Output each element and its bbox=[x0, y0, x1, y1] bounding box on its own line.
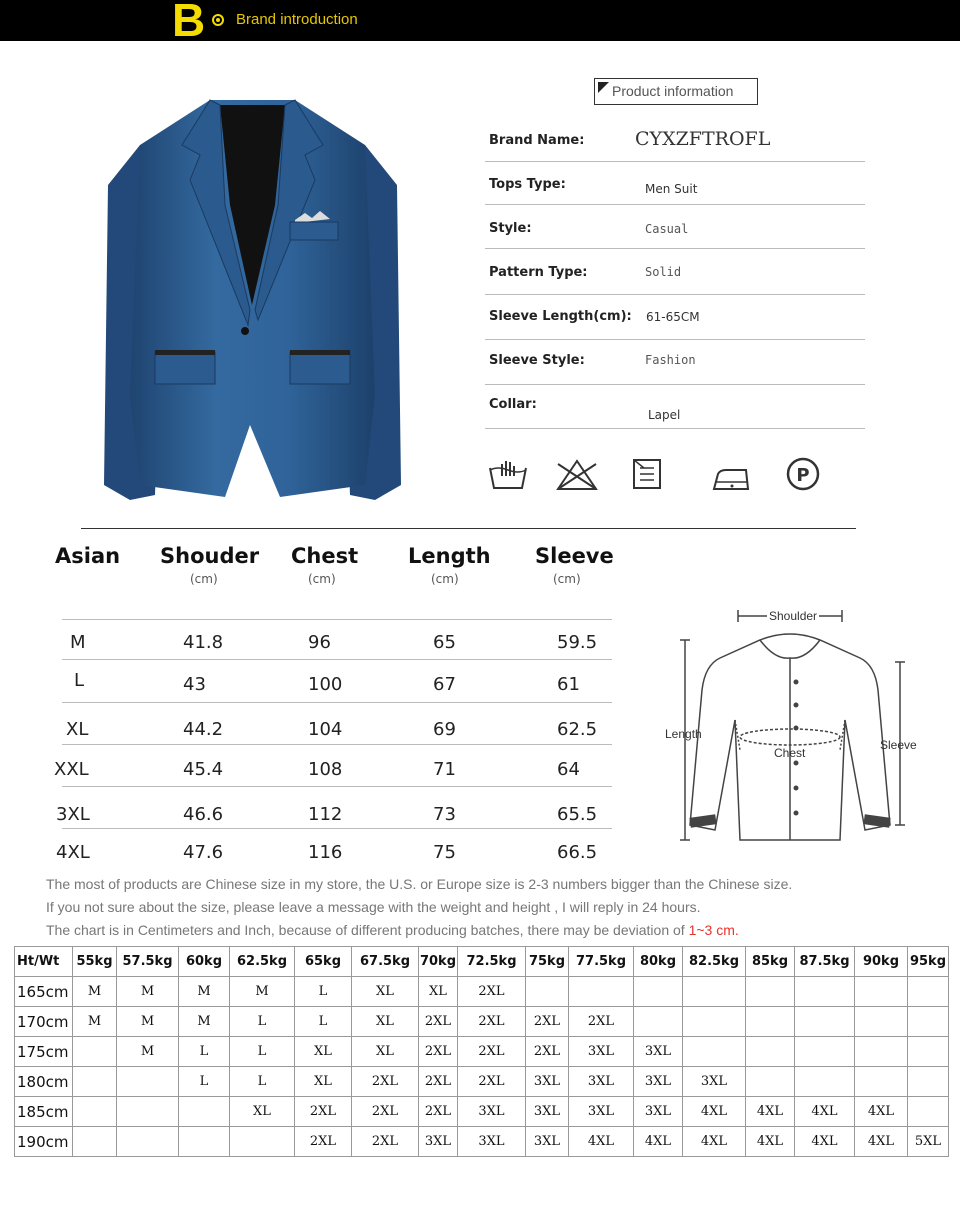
fit-size-cell: 3XL bbox=[458, 1127, 526, 1157]
fit-size-cell: 5XL bbox=[908, 1127, 949, 1157]
height-label: 170cm bbox=[15, 1007, 73, 1037]
size-cell: 73 bbox=[433, 804, 456, 825]
size-cell: 75 bbox=[433, 842, 456, 863]
fit-size-cell: L bbox=[295, 977, 352, 1007]
attr-label: Style: bbox=[489, 221, 532, 236]
fit-size-cell bbox=[746, 1007, 795, 1037]
fit-size-cell bbox=[73, 1097, 117, 1127]
weight-header: 72.5kg bbox=[458, 947, 526, 977]
attr-row-pattern bbox=[485, 249, 865, 295]
weight-header: 82.5kg bbox=[683, 947, 746, 977]
fit-grid-row bbox=[15, 1127, 949, 1157]
fit-grid-row bbox=[15, 1037, 949, 1067]
diagram-label-chest: Chest bbox=[774, 746, 806, 760]
fit-size-cell: 3XL bbox=[526, 1067, 569, 1097]
product-info-badge bbox=[594, 78, 758, 105]
svg-text:P: P bbox=[796, 465, 810, 486]
fit-size-cell bbox=[634, 1007, 683, 1037]
jacket-image bbox=[100, 95, 405, 505]
attr-value: 61-65CM bbox=[646, 310, 700, 324]
size-cell: L bbox=[74, 670, 85, 691]
fit-size-cell: 2XL bbox=[526, 1037, 569, 1067]
size-cell: 71 bbox=[433, 759, 456, 780]
fit-size-cell: M bbox=[230, 977, 295, 1007]
note-line-3-text: The chart is in Centimeters and Inch, because of different producing batches, there may be deviation of bbox=[46, 922, 689, 938]
header-letter: B bbox=[172, 0, 206, 46]
fit-size-cell: 4XL bbox=[746, 1097, 795, 1127]
attr-row-brand bbox=[485, 118, 865, 162]
attr-row-sleeve-style bbox=[485, 340, 865, 385]
attr-value: Solid bbox=[645, 265, 682, 279]
size-header-length: Length bbox=[408, 544, 491, 568]
fit-size-cell: M bbox=[117, 1007, 179, 1037]
fit-size-cell: 4XL bbox=[569, 1127, 634, 1157]
weight-header: 85kg bbox=[746, 947, 795, 977]
fit-size-cell: M bbox=[117, 977, 179, 1007]
attr-row-style bbox=[485, 205, 865, 249]
fit-size-cell: XL bbox=[230, 1097, 295, 1127]
size-header-chest: Chest bbox=[291, 544, 359, 568]
fit-size-cell bbox=[683, 1037, 746, 1067]
size-cell: M bbox=[70, 632, 86, 653]
weight-header: 95kg bbox=[908, 947, 949, 977]
fit-grid-corner: Ht/Wt bbox=[15, 947, 73, 977]
fit-size-cell bbox=[908, 1037, 949, 1067]
fit-size-cell: 3XL bbox=[526, 1127, 569, 1157]
size-cell: 41.8 bbox=[183, 632, 224, 653]
attr-label: Collar: bbox=[489, 397, 537, 412]
size-cell: 112 bbox=[308, 804, 343, 825]
fit-size-cell: 3XL bbox=[683, 1067, 746, 1097]
attr-label: Tops Type: bbox=[489, 177, 566, 192]
size-unit: (cm) bbox=[190, 572, 218, 586]
attr-value: Lapel bbox=[648, 408, 681, 422]
fit-size-cell bbox=[908, 1007, 949, 1037]
fit-size-cell: 3XL bbox=[634, 1067, 683, 1097]
fit-size-cell bbox=[683, 977, 746, 1007]
fit-size-cell: 3XL bbox=[569, 1037, 634, 1067]
fit-size-cell: 4XL bbox=[683, 1097, 746, 1127]
fit-size-cell bbox=[683, 1007, 746, 1037]
product-info-badge-label: Product information bbox=[612, 83, 734, 99]
dry-flat-icon bbox=[634, 460, 660, 488]
fit-size-cell bbox=[569, 977, 634, 1007]
fit-size-cell: XL bbox=[352, 977, 419, 1007]
size-row-line bbox=[62, 828, 612, 829]
fit-grid-header bbox=[15, 947, 949, 977]
weight-header: 55kg bbox=[73, 947, 117, 977]
dry-clean-p-icon bbox=[788, 459, 818, 489]
fit-size-cell bbox=[117, 1127, 179, 1157]
size-header-asian: Asian bbox=[55, 544, 121, 568]
fit-size-cell: 2XL bbox=[458, 977, 526, 1007]
fit-size-cell bbox=[179, 1127, 230, 1157]
fit-size-cell: 4XL bbox=[683, 1127, 746, 1157]
fit-size-cell bbox=[855, 1067, 908, 1097]
fit-size-cell bbox=[117, 1067, 179, 1097]
header-bar bbox=[0, 0, 960, 46]
height-label: 180cm bbox=[15, 1067, 73, 1097]
attr-row-collar bbox=[485, 385, 865, 429]
note-line-3 bbox=[46, 922, 739, 938]
fit-size-cell bbox=[795, 1037, 855, 1067]
size-cell: 64 bbox=[557, 759, 580, 780]
attr-row-tops-type bbox=[485, 162, 865, 205]
size-cell: 61 bbox=[557, 674, 580, 695]
corner-triangle-icon bbox=[598, 82, 609, 93]
fit-size-cell: 2XL bbox=[352, 1067, 419, 1097]
fit-size-cell bbox=[746, 1067, 795, 1097]
fit-size-cell: 3XL bbox=[419, 1127, 458, 1157]
size-cell: 116 bbox=[308, 842, 343, 863]
height-label: 190cm bbox=[15, 1127, 73, 1157]
section-divider bbox=[81, 528, 856, 529]
fit-size-cell: XL bbox=[295, 1067, 352, 1097]
fit-grid-row bbox=[15, 977, 949, 1007]
fit-size-cell: 3XL bbox=[569, 1067, 634, 1097]
fit-grid bbox=[14, 946, 949, 1157]
fit-size-cell: 2XL bbox=[458, 1007, 526, 1037]
size-cell: 45.4 bbox=[183, 759, 224, 780]
play-circle-icon bbox=[212, 14, 224, 26]
size-cell: 104 bbox=[308, 719, 343, 740]
fit-size-cell: L bbox=[230, 1007, 295, 1037]
fit-size-cell: 4XL bbox=[634, 1127, 683, 1157]
size-row-line bbox=[62, 744, 612, 745]
fit-size-cell: M bbox=[117, 1037, 179, 1067]
fit-size-cell: M bbox=[179, 977, 230, 1007]
weight-header: 65kg bbox=[295, 947, 352, 977]
fit-size-cell bbox=[795, 1007, 855, 1037]
size-row-line bbox=[62, 659, 612, 660]
fit-size-cell: 2XL bbox=[419, 1067, 458, 1097]
fit-size-cell bbox=[746, 1037, 795, 1067]
fit-size-cell: 4XL bbox=[795, 1127, 855, 1157]
fit-size-cell: 2XL bbox=[458, 1037, 526, 1067]
size-cell: 4XL bbox=[56, 842, 90, 863]
fit-size-cell bbox=[908, 1067, 949, 1097]
fit-size-cell: L bbox=[179, 1037, 230, 1067]
fit-size-cell: 2XL bbox=[419, 1007, 458, 1037]
fit-size-cell: 2XL bbox=[419, 1097, 458, 1127]
fit-size-cell: 2XL bbox=[295, 1127, 352, 1157]
fit-size-cell: M bbox=[179, 1007, 230, 1037]
header-title: Brand introduction bbox=[236, 11, 358, 28]
fit-size-cell: 2XL bbox=[352, 1127, 419, 1157]
weight-header: 57.5kg bbox=[117, 947, 179, 977]
fit-size-cell: 3XL bbox=[526, 1097, 569, 1127]
fit-size-cell: 2XL bbox=[295, 1097, 352, 1127]
size-cell: 43 bbox=[183, 674, 206, 695]
fit-size-cell: XL bbox=[352, 1007, 419, 1037]
weight-header: 75kg bbox=[526, 947, 569, 977]
size-unit: (cm) bbox=[308, 572, 336, 586]
height-label: 175cm bbox=[15, 1037, 73, 1067]
size-cell: 62.5 bbox=[557, 719, 598, 740]
fit-size-cell bbox=[908, 977, 949, 1007]
hand-wash-icon bbox=[490, 461, 526, 488]
size-row-line bbox=[62, 702, 612, 703]
attr-value: CYXZFTROFL bbox=[635, 128, 771, 150]
weight-header: 90kg bbox=[855, 947, 908, 977]
weight-header: 70kg bbox=[419, 947, 458, 977]
fit-size-cell bbox=[855, 1007, 908, 1037]
fit-size-cell bbox=[634, 977, 683, 1007]
fit-size-cell bbox=[908, 1097, 949, 1127]
fit-size-cell: 2XL bbox=[458, 1067, 526, 1097]
weight-header: 80kg bbox=[634, 947, 683, 977]
note-line-1: The most of products are Chinese size in my store, the U.S. or Europe size is 2-3 numbers bigger than the Chinese size. bbox=[46, 876, 793, 892]
iron-icon bbox=[714, 470, 748, 489]
fit-grid-row bbox=[15, 1007, 949, 1037]
note-deviation: 1~3 cm. bbox=[688, 922, 739, 938]
fit-size-cell: 3XL bbox=[458, 1097, 526, 1127]
size-unit: (cm) bbox=[553, 572, 581, 586]
fit-grid-row bbox=[15, 1067, 949, 1097]
weight-header: 60kg bbox=[179, 947, 230, 977]
measurement-diagram bbox=[660, 600, 920, 850]
fit-size-cell: M bbox=[73, 977, 117, 1007]
fit-size-cell bbox=[73, 1067, 117, 1097]
size-cell: 3XL bbox=[56, 804, 90, 825]
height-label: 185cm bbox=[15, 1097, 73, 1127]
weight-header: 87.5kg bbox=[795, 947, 855, 977]
size-cell: 66.5 bbox=[557, 842, 598, 863]
size-cell: 69 bbox=[433, 719, 456, 740]
size-cell: 65.5 bbox=[557, 804, 598, 825]
weight-header: 67.5kg bbox=[352, 947, 419, 977]
fit-size-cell bbox=[117, 1097, 179, 1127]
fit-size-cell bbox=[855, 1037, 908, 1067]
fit-size-cell: M bbox=[73, 1007, 117, 1037]
fit-size-cell: 4XL bbox=[855, 1127, 908, 1157]
fit-size-cell: 2XL bbox=[526, 1007, 569, 1037]
attr-label: Brand Name: bbox=[489, 133, 585, 148]
attr-label: Pattern Type: bbox=[489, 265, 588, 280]
diagram-label-sleeve: Sleeve bbox=[880, 738, 917, 752]
size-header-sleeve: Sleeve bbox=[535, 544, 614, 568]
no-bleach-icon bbox=[558, 461, 596, 489]
fit-size-cell: XL bbox=[295, 1037, 352, 1067]
fit-size-cell: 2XL bbox=[569, 1007, 634, 1037]
fit-size-cell: 3XL bbox=[634, 1097, 683, 1127]
weight-header: 62.5kg bbox=[230, 947, 295, 977]
care-icons bbox=[488, 456, 828, 496]
size-cell: 65 bbox=[433, 632, 456, 653]
fit-size-cell: 3XL bbox=[634, 1037, 683, 1067]
weight-header: 77.5kg bbox=[569, 947, 634, 977]
fit-grid-row bbox=[15, 1097, 949, 1127]
fit-size-cell: 4XL bbox=[795, 1097, 855, 1127]
fit-size-cell bbox=[795, 977, 855, 1007]
fit-size-cell: 2XL bbox=[419, 1037, 458, 1067]
size-cell: 44.2 bbox=[183, 719, 224, 740]
size-cell: XL bbox=[66, 719, 89, 740]
fit-size-cell: XL bbox=[419, 977, 458, 1007]
fit-size-cell: 4XL bbox=[855, 1097, 908, 1127]
size-row-line bbox=[62, 619, 612, 620]
fit-size-cell bbox=[795, 1067, 855, 1097]
size-cell: 108 bbox=[308, 759, 343, 780]
attr-label: Sleeve Length(cm): bbox=[489, 309, 632, 324]
size-cell: 46.6 bbox=[183, 804, 224, 825]
fit-size-cell bbox=[73, 1037, 117, 1067]
size-cell: XXL bbox=[54, 759, 89, 780]
fit-size-cell: L bbox=[230, 1067, 295, 1097]
fit-size-cell: 3XL bbox=[569, 1097, 634, 1127]
fit-size-cell: L bbox=[295, 1007, 352, 1037]
size-cell: 59.5 bbox=[557, 632, 598, 653]
fit-size-cell bbox=[746, 977, 795, 1007]
fit-size-cell bbox=[526, 977, 569, 1007]
fit-size-cell: L bbox=[179, 1067, 230, 1097]
fit-size-cell: XL bbox=[352, 1037, 419, 1067]
size-header-shoulder: Shouder bbox=[160, 544, 260, 568]
height-label: 165cm bbox=[15, 977, 73, 1007]
size-cell: 47.6 bbox=[183, 842, 224, 863]
size-unit: (cm) bbox=[431, 572, 459, 586]
fit-size-cell: 4XL bbox=[746, 1127, 795, 1157]
diagram-label-shoulder: Shoulder bbox=[769, 609, 818, 623]
attr-value: Fashion bbox=[645, 353, 696, 367]
fit-size-cell: L bbox=[230, 1037, 295, 1067]
attr-row-sleeve-length bbox=[485, 295, 865, 340]
attr-label: Sleeve Style: bbox=[489, 353, 585, 368]
size-cell: 96 bbox=[308, 632, 331, 653]
diagram-label-length: Length bbox=[665, 727, 702, 741]
fit-size-cell bbox=[73, 1127, 117, 1157]
size-row-line bbox=[62, 786, 612, 787]
fit-size-cell bbox=[179, 1097, 230, 1127]
note-line-2: If you not sure about the size, please leave a message with the weight and height , I will reply in 24 hours. bbox=[46, 899, 701, 915]
attr-value: Casual bbox=[645, 222, 689, 236]
fit-size-cell bbox=[855, 977, 908, 1007]
attr-value: Men Suit bbox=[645, 182, 698, 196]
fit-size-cell: 2XL bbox=[352, 1097, 419, 1127]
size-cell: 100 bbox=[308, 674, 343, 695]
fit-size-cell bbox=[230, 1127, 295, 1157]
size-cell: 67 bbox=[433, 674, 456, 695]
